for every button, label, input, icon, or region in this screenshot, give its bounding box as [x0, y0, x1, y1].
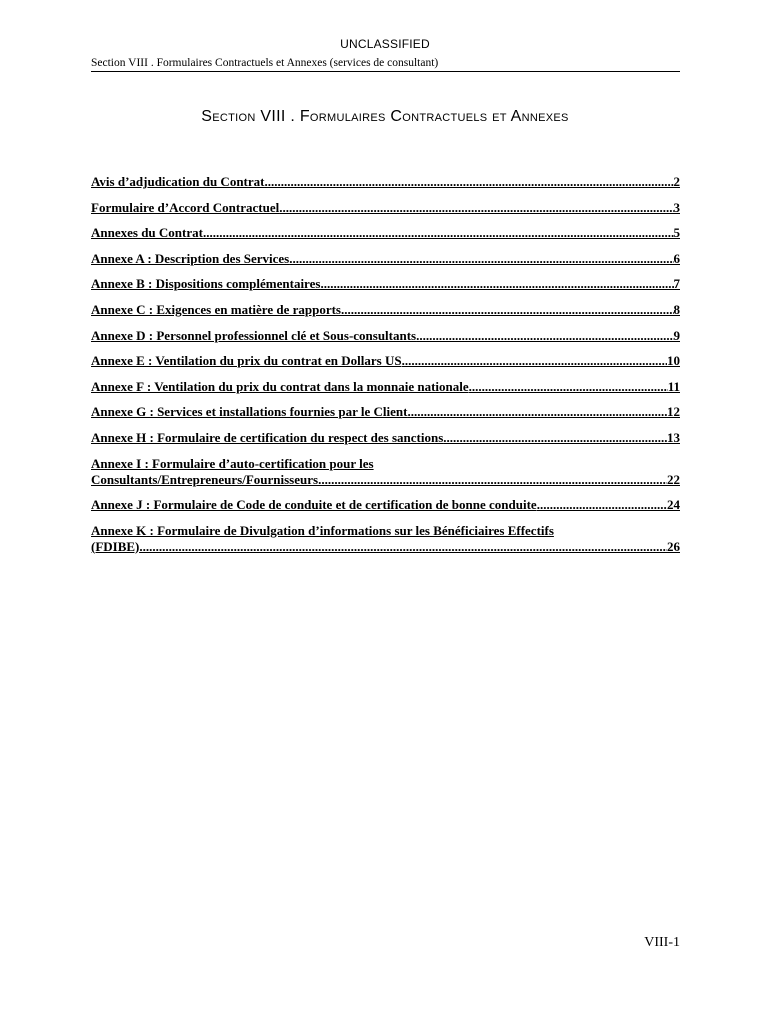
toc-entry-accord-contractuel[interactable]: [91, 200, 680, 216]
toc-leader-dots: [416, 328, 673, 344]
toc-page-number: 24: [667, 497, 680, 513]
toc-entry-annexe-i[interactable]: [91, 456, 680, 488]
toc-entry-annexe-g[interactable]: [91, 404, 680, 420]
toc-leader-dots: [402, 353, 667, 369]
toc-entry-label: Annexe H : Formulaire de certification du respect des sanctions: [91, 429, 444, 445]
toc-page-number: 10: [667, 353, 680, 369]
toc-entry-avis-adjudication[interactable]: [91, 174, 680, 190]
toc-entry-label: Annexe A : Description des Services: [91, 250, 290, 266]
toc-page-number: 7: [673, 276, 680, 292]
toc-page-number: 3: [673, 199, 680, 215]
toc-entry-label: Annexe F : Ventilation du prix du contrat dans la monnaie nationale: [91, 378, 469, 394]
toc-entry-annexe-f[interactable]: [91, 379, 680, 395]
running-header: Section VIII . Formulaires Contractuels et Annexes (services de consultant): [91, 57, 680, 72]
toc-entry-label-line1: Annexe I : Formulaire d’auto-certification pour les: [91, 455, 374, 471]
toc-leader-dots: [341, 302, 674, 318]
toc-entry-label-line1: Annexe K : Formulaire de Divulgation d’informations sur les Bénéficiaires Effectifs: [91, 522, 554, 538]
toc-entry-annexe-j[interactable]: [91, 497, 680, 513]
section-title: Section VIII . Formulaires Contractuels et Annexes: [201, 108, 569, 125]
toc-leader-dots: [264, 174, 673, 190]
toc-page-number: 26: [667, 538, 680, 554]
toc-leader-dots: [537, 497, 667, 513]
toc-entry-annexe-a[interactable]: [91, 251, 680, 267]
toc-entry-annexe-k[interactable]: [91, 523, 680, 555]
toc-page-number: 6: [673, 250, 680, 266]
toc-entry-annexe-e[interactable]: [91, 353, 680, 369]
toc-entry-label: Annexe G : Services et installations fournies par le Client: [91, 404, 408, 420]
toc-leader-dots: [318, 472, 667, 488]
toc-entry-annexe-c[interactable]: [91, 302, 680, 318]
table-of-contents: [91, 174, 680, 564]
toc-page-number: 13: [667, 429, 680, 445]
toc-leader-dots: [139, 539, 667, 555]
toc-entry-label: Annexe J : Formulaire de Code de conduite et de certification de bonne conduite: [91, 497, 537, 513]
toc-page-number: 11: [667, 378, 680, 394]
toc-entry-label: Annexes du Contrat: [91, 225, 203, 241]
classification-marking: UNCLASSIFIED: [340, 37, 430, 51]
toc-leader-dots: [469, 379, 668, 395]
toc-entry-label-line2: (FDIBE): [91, 538, 140, 554]
toc-entry-label: Annexe B : Dispositions complémentaires: [91, 276, 321, 292]
toc-entry-label: Formulaire d’Accord Contractuel: [91, 199, 280, 215]
toc-entry-annexe-b[interactable]: [91, 276, 680, 292]
toc-leader-dots: [443, 430, 667, 446]
toc-page-number: 22: [667, 471, 680, 487]
page-number: VIII-1: [644, 935, 680, 950]
toc-page-number: 8: [673, 301, 680, 317]
toc-leader-dots: [279, 200, 673, 216]
toc-page-number: 9: [673, 327, 680, 343]
toc-entry-label: Annexe C : Exigences en matière de rapports: [91, 301, 341, 317]
toc-entry-label: Annexe E : Ventilation du prix du contrat en Dollars US: [91, 353, 402, 369]
toc-entry-annexes-contrat[interactable]: [91, 225, 680, 241]
toc-entry-annexe-h[interactable]: [91, 430, 680, 446]
toc-entry-annexe-d[interactable]: [91, 328, 680, 344]
toc-leader-dots: [203, 225, 674, 241]
toc-entry-label-line2: Consultants/Entrepreneurs/Fournisseurs: [91, 471, 319, 487]
toc-leader-dots: [289, 251, 673, 267]
toc-page-number: 2: [673, 174, 680, 189]
toc-entry-label: Avis d’adjudication du Contrat: [91, 174, 265, 189]
toc-leader-dots: [407, 404, 667, 420]
toc-leader-dots: [320, 276, 673, 292]
toc-page-number: 12: [667, 404, 680, 420]
toc-page-number: 5: [673, 225, 680, 241]
toc-entry-label: Annexe D : Personnel professionnel clé et Sous-consultants: [91, 327, 417, 343]
